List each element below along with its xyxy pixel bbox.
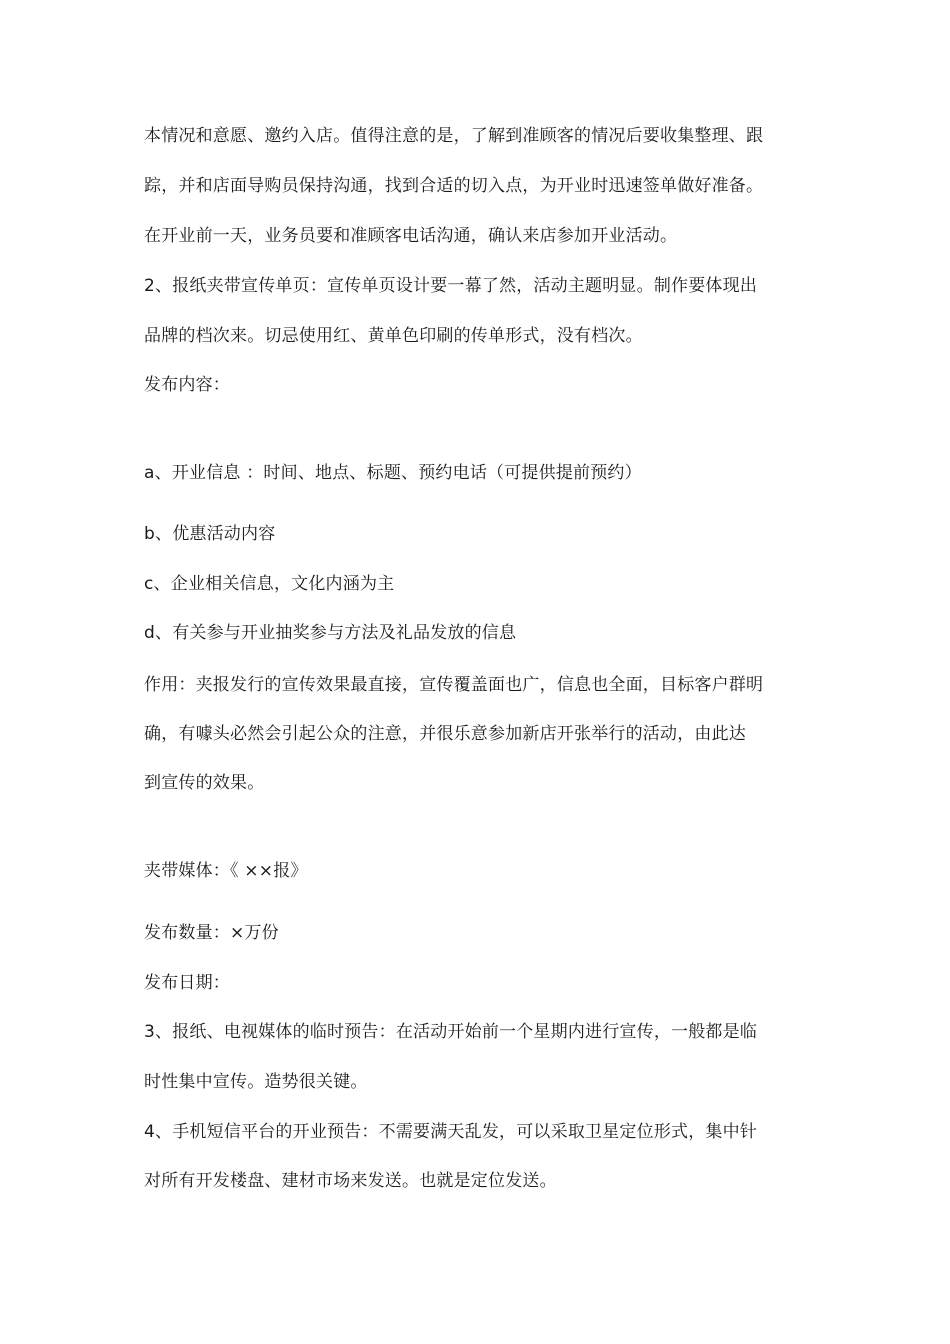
text-line: 发布日期： xyxy=(144,973,230,993)
text-line: 在开业前一天，业务员要和准顾客电话沟通，确认来店参加开业活动。 xyxy=(144,226,678,246)
text-line: 对所有开发楼盘、建材市场来发送。也就是定位发送。 xyxy=(144,1171,557,1191)
list-item: a、开业信息 ：时间、地点、标题、预约电话（可提供提前预约） xyxy=(144,463,642,483)
text-line: 品牌的档次来。切忌使用红、黄单色印刷的传单形式，没有档次。 xyxy=(144,326,643,346)
text-line: 确，有噱头必然会引起公众的注意，并很乐意参加新店开张举行的活动，由此达 xyxy=(144,724,746,744)
text-line: 3、报纸、电视媒体的临时预告：在活动开始前一个星期内进行宣传，一般都是临 xyxy=(144,1022,758,1042)
list-item: d、有关参与开业抽奖参与方法及礼品发放的信息 xyxy=(144,623,517,643)
list-item: c、企业相关信息，文化内涵为主 xyxy=(144,574,395,594)
text-line: 发布内容： xyxy=(144,375,230,395)
text-line: 时性集中宣传。造势很关键。 xyxy=(144,1072,368,1092)
text-line: 作用：夹报发行的宣传效果最直接，宣传覆盖面也广，信息也全面，目标客户群明 xyxy=(144,675,764,695)
text-line: 本情况和意愿、邀约入店。值得注意的是，了解到准顾客的情况后要收集整理、跟 xyxy=(144,126,764,146)
text-line: 踪，并和店面导购员保持沟通，找到合适的切入点，为开业时迅速签单做好准备。 xyxy=(144,176,764,196)
text-line: 夹带媒体：《 ××报》 xyxy=(144,861,308,881)
text-line: 发布数量：×万份 xyxy=(144,923,279,943)
list-item: b、优惠活动内容 xyxy=(144,524,276,544)
text-line: 2、报纸夹带宣传单页：宣传单页设计要一幕了然，活动主题明显。制作要体现出 xyxy=(144,276,758,296)
text-line: 4、手机短信平台的开业预告：不需要满天乱发，可以采取卫星定位形式，集中针 xyxy=(144,1122,758,1142)
text-line: 到宣传的效果。 xyxy=(144,773,265,793)
